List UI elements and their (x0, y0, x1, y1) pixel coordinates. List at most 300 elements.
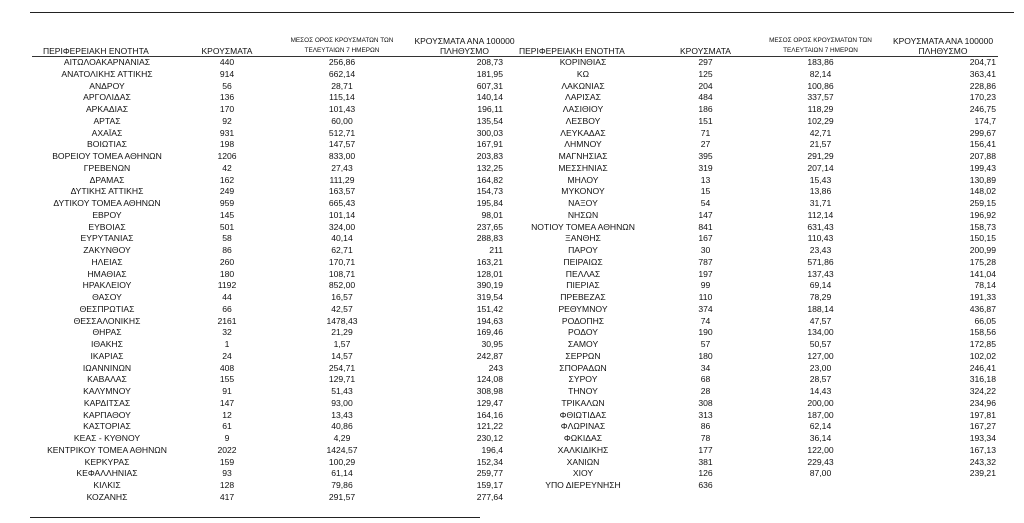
table-row (32, 492, 517, 504)
table-row (32, 163, 517, 175)
cell-avg-7-days: 291,57 (328, 491, 356, 502)
cell-cases: 151 (698, 115, 713, 126)
table-row (508, 374, 998, 386)
cell-avg-7-days: 127,00 (807, 350, 834, 361)
cell-cases: 1 (224, 339, 230, 349)
table-row (32, 304, 517, 316)
cell-area: ΛΕΥΚΑΔΑΣ (560, 127, 606, 138)
cell-cases: 34 (700, 362, 711, 373)
cell-avg-7-days: 42,57 (331, 303, 353, 314)
cell-avg-7-days: 101,14 (328, 209, 356, 220)
cell-per-100k: 193,34 (969, 433, 996, 443)
table-row (508, 128, 998, 140)
cell-per-100k: 237,65 (476, 221, 503, 232)
cell-per-100k: 30,95 (481, 339, 503, 349)
cell-avg-7-days: 40,14 (331, 233, 353, 244)
cell-cases: 1206 (217, 151, 237, 161)
header-cases: ΚΡΟΥΣΜΑΤΑ (201, 46, 253, 56)
cell-avg-7-days: 631,43 (807, 221, 834, 232)
cell-avg-7-days: 50,57 (809, 339, 832, 349)
cell-cases: 931 (219, 127, 235, 138)
cell-per-100k (888, 480, 998, 492)
cell-per-100k: 204,71 (888, 57, 998, 69)
cell-cases: 44 (222, 292, 232, 302)
table-row (32, 210, 517, 222)
cell-area: ΚΑΡΠΑΘΟΥ (83, 409, 131, 420)
table-row (508, 116, 998, 128)
cell-cases: 249 (219, 186, 235, 197)
cell-avg-7-days: 324,00 (328, 221, 356, 232)
cell-avg-7-days: 187,00 (807, 409, 834, 420)
cell-cases: 381 (698, 456, 713, 467)
cell-avg-7-days: 129,71 (328, 374, 356, 385)
cell-cases: 30 (700, 245, 711, 255)
cell-per-100k: 259,77 (476, 468, 503, 479)
cell-area: ΤΡΙΚΑΛΩΝ (561, 397, 605, 408)
cell-cases: 204 (698, 80, 713, 91)
table-row (32, 363, 517, 375)
cell-avg-7-days: 60,00 (331, 115, 353, 126)
cell-cases: 395 (698, 151, 713, 161)
cell-area: ΚΑΛΥΜΝΟΥ (83, 386, 131, 396)
cell-area: ΚΩ (576, 68, 590, 79)
cell-per-100k: 191,33 (969, 292, 996, 302)
cell-area: ΡΟΔΟΠΗΣ (561, 315, 605, 326)
cell-cases: 2161 (217, 315, 237, 326)
cell-avg-7-days: 118,29 (807, 104, 834, 114)
cell-per-100k: 128,01 (476, 268, 503, 279)
cell-avg-7-days: 662,14 (328, 68, 356, 79)
cell-avg-7-days: 1478,43 (326, 315, 358, 326)
cell-area: ΛΗΜΝΟΥ (564, 139, 602, 150)
cell-area: ΠΕΛΛΑΣ (565, 268, 601, 279)
table-row (32, 480, 517, 492)
cell-per-100k: 151,42 (476, 303, 503, 314)
cell-per-100k: 196,92 (969, 209, 996, 220)
cell-per-100k: 174,7 (974, 115, 996, 126)
cell-per-100k: 130,89 (969, 174, 996, 185)
cell-area: ΙΘΑΚΗΣ (91, 339, 123, 349)
table-row (508, 81, 998, 93)
cell-avg-7-days: 110,43 (807, 233, 834, 244)
table-row (32, 92, 517, 104)
cell-cases: 440 (182, 57, 272, 69)
cell-cases: 841 (698, 221, 713, 232)
cell-per-100k: 78,14 (974, 280, 996, 291)
bottom-rule (30, 517, 480, 518)
cell-area: ΑΡΚΑΔΙΑΣ (85, 104, 129, 114)
table-row (32, 81, 517, 93)
cell-area: ΤΗΝΟΥ (568, 386, 598, 396)
cell-area: ΧΙΟΥ (572, 468, 594, 479)
top-rule (30, 12, 1014, 13)
cell-avg-7-days: 229,43 (807, 456, 834, 467)
table-row (32, 374, 517, 386)
table-row (508, 104, 998, 116)
table-row (508, 186, 998, 198)
cell-avg-7-days: 13,86 (809, 186, 832, 197)
cell-per-100k: 167,91 (476, 139, 503, 150)
table-row (508, 175, 998, 187)
cell-per-100k: 164,16 (476, 409, 503, 420)
cell-avg-7-days: 337,57 (807, 92, 834, 103)
cell-avg-7-days: 62,14 (809, 421, 832, 432)
cell-cases: 32 (222, 327, 232, 338)
table-row (508, 410, 998, 422)
cell-area: ΔΡΑΜΑΣ (89, 174, 125, 185)
cell-area: ΙΚΑΡΙΑΣ (90, 350, 124, 361)
cell-per-100k: 195,84 (476, 198, 503, 208)
cell-avg-7-days: 51,43 (331, 386, 353, 396)
cell-area: ΑΧΑΪΑΣ (91, 127, 123, 138)
cell-cases: 501 (219, 221, 235, 232)
cell-per-100k: 159,17 (476, 480, 503, 490)
cell-avg-7-days: 512,71 (328, 127, 356, 138)
header-per-100k: ΚΡΟΥΣΜΑΤΑ ΑΝΑ 100000 ΠΛΗΘΥΣΜΟ (892, 36, 994, 56)
cell-cases: 147 (219, 397, 235, 408)
cell-area: ΓΡΕΒΕΝΩΝ (83, 162, 131, 173)
cell-avg-7-days: 122,00 (807, 444, 834, 455)
table-row (508, 316, 998, 328)
cell-area: ΑΝΔΡΟΥ (89, 80, 125, 91)
cell-avg-7-days: 188,14 (807, 303, 834, 314)
cell-avg-7-days: 79,86 (331, 480, 353, 490)
table-row (32, 116, 517, 128)
cell-avg-7-days: 115,14 (329, 92, 355, 103)
cell-per-100k: 242,87 (476, 350, 503, 361)
table-row (32, 433, 517, 445)
table-row (508, 210, 998, 222)
cell-per-100k: 167,27 (969, 421, 996, 432)
cell-area: ΦΘΙΩΤΙΔΑΣ (559, 409, 607, 420)
cell-area: ΠΡΕΒΕΖΑΣ (560, 292, 606, 302)
cell-area: ΘΑΣΟΥ (92, 292, 122, 302)
table-row (508, 480, 998, 492)
cell-per-100k: 277,64 (476, 491, 503, 502)
cell-avg-7-days: 21,57 (809, 139, 832, 150)
cell-cases: 155 (219, 374, 235, 385)
table-row (508, 351, 998, 363)
cell-cases: 167 (698, 233, 713, 244)
cell-avg-7-days: 291,29 (807, 151, 834, 161)
table-row (32, 468, 517, 480)
cell-per-100k: 246,41 (969, 362, 996, 373)
header-avg-7-days: ΜΕΣΟΣ ΟΡΟΣ ΚΡΟΥΣΜΑΤΩΝ ΤΩΝ ΤΕΛΕΥΤΑΙΩΝ 7 ΗΜΕΡΩΝ (290, 37, 394, 54)
cell-avg-7-days: 78,29 (809, 292, 832, 302)
cell-cases: 110 (698, 292, 713, 302)
table-row (32, 445, 517, 457)
cell-avg-7-days: 28,57 (809, 374, 832, 385)
cell-area: ΡΕΘΥΜΝΟΥ (558, 303, 608, 314)
cell-area: ΣΥΡΟΥ (568, 374, 598, 385)
cell-per-100k: 150,15 (969, 233, 996, 244)
table-row (32, 292, 517, 304)
cell-per-100k: 152,34 (476, 456, 503, 467)
cell-avg-7-days: 27,43 (331, 162, 353, 173)
cell-per-100k: 363,41 (969, 68, 996, 79)
header-per-100k: ΚΡΟΥΣΜΑΤΑ ΑΝΑ 100000 ΠΛΗΘΥΣΜΟ (414, 36, 515, 56)
cell-area: ΑΙΤΩΛΟΑΚΑΡΝΑΝΙΑΣ (32, 57, 182, 69)
cell-area: ΚΙΛΚΙΣ (93, 480, 121, 490)
cell-per-100k: 308,98 (476, 386, 503, 396)
cell-avg-7-days: 1,57 (333, 339, 351, 349)
table-row (32, 269, 517, 281)
cell-cases: 136 (219, 92, 235, 103)
cell-avg-7-days: 100,86 (807, 80, 834, 91)
cell-cases: 92 (222, 115, 232, 126)
cell-cases: 319 (698, 162, 713, 173)
cell-cases: 93 (222, 468, 232, 479)
cell-per-100k: 203,83 (476, 151, 503, 161)
cell-area: ΑΡΤΑΣ (93, 115, 121, 126)
table-row (32, 222, 517, 234)
cell-cases: 61 (222, 421, 232, 432)
cell-avg-7-days: 62,71 (331, 245, 353, 255)
cell-cases: 180 (698, 350, 713, 361)
cell-per-100k: 196,4 (481, 444, 503, 455)
cell-per-100k: 158,56 (969, 327, 996, 338)
cell-avg-7-days: 61,14 (331, 468, 353, 479)
cell-area: ΣΕΡΡΩΝ (565, 350, 601, 361)
table-row (508, 363, 998, 375)
header-area: ΠΕΡΙΦΕΡΕΙΑΚΗ ΕΝΟΤΗΤΑ (43, 46, 149, 56)
cell-cases: 260 (219, 256, 235, 267)
cell-avg-7-days: 833,00 (328, 151, 356, 161)
cell-cases: 417 (219, 491, 235, 502)
cell-avg-7-days: 87,00 (809, 468, 832, 479)
cell-area: ΑΝΑΤΟΛΙΚΗΣ ΑΤΤΙΚΗΣ (61, 68, 153, 79)
cell-avg-7-days: 147,57 (328, 139, 356, 150)
cell-cases: 12 (222, 409, 232, 420)
cell-area: ΚΑΒΑΛΑΣ (87, 374, 127, 385)
cell-area: ΛΑΣΙΘΙΟΥ (562, 104, 604, 114)
cell-area: ΛΑΡΙΣΑΣ (565, 92, 601, 103)
cell-cases: 308 (698, 397, 713, 408)
header-cases: ΚΡΟΥΣΜΑΤΑ (680, 46, 731, 56)
cell-area: ΘΕΣΠΡΩΤΙΑΣ (79, 303, 135, 314)
cell-cases: 91 (222, 386, 232, 396)
cell-area: ΘΕΣΣΑΛΟΝΙΚΗΣ (73, 315, 141, 326)
cell-avg-7-days: 23,00 (809, 362, 832, 373)
cell-area: ΜΑΓΝΗΣΙΑΣ (558, 151, 608, 161)
cell-cases: 86 (222, 245, 232, 255)
cell-per-100k: 234,96 (969, 397, 996, 408)
cell-avg-7-days: 47,57 (809, 315, 832, 326)
cell-cases: 54 (700, 198, 711, 208)
cell-avg-7-days: 111,29 (329, 174, 355, 185)
table-row (508, 233, 998, 245)
cell-cases: 145 (219, 209, 235, 220)
cell-area: ΔΥΤΙΚΟΥ ΤΟΜΕΑ ΑΘΗΝΩΝ (53, 198, 161, 208)
cell-avg-7-days: 256,86 (272, 57, 412, 69)
cell-per-100k: 169,46 (476, 327, 503, 338)
cell-per-100k: 132,25 (476, 162, 503, 173)
cell-cases: 180 (219, 268, 235, 279)
cell-avg-7-days: 207,14 (807, 162, 834, 173)
cell-area: ΛΑΚΩΝΙΑΣ (561, 80, 605, 91)
table-row (32, 175, 517, 187)
cell-per-100k: 156,41 (969, 139, 996, 150)
cell-cases: 74 (700, 315, 711, 326)
cell-avg-7-days: 134,00 (807, 327, 834, 338)
cell-avg-7-days: 665,43 (328, 198, 356, 208)
table-row (32, 280, 517, 292)
cell-cases: 128 (219, 480, 235, 490)
cell-area: ΔΥΤΙΚΗΣ ΑΤΤΙΚΗΣ (70, 186, 144, 197)
cell-avg-7-days: 82,14 (809, 68, 832, 79)
cell-area: ΣΑΜΟΥ (567, 339, 599, 349)
cell-per-100k: 194,63 (476, 315, 503, 326)
cell-per-100k: 316,18 (969, 374, 996, 385)
cell-per-100k: 158,73 (969, 221, 996, 232)
cell-cases: 15 (700, 186, 711, 197)
table-row (508, 339, 998, 351)
cell-cases: 198 (219, 139, 235, 150)
table-row (508, 327, 998, 339)
cell-area: ΖΑΚΥΝΘΟΥ (83, 245, 131, 255)
cell-area: ΒΟΡΕΙΟΥ ΤΟΜΕΑ ΑΘΗΝΩΝ (52, 151, 162, 161)
table-row (508, 163, 998, 175)
table-row (508, 386, 998, 398)
cell-cases: 56 (222, 80, 232, 91)
cell-area: ΞΑΝΘΗΣ (565, 233, 601, 244)
table-row (508, 151, 998, 163)
table-row (32, 104, 517, 116)
table-row (32, 457, 517, 469)
table-row (508, 280, 998, 292)
cell-area: ΣΠΟΡΑΔΩΝ (559, 362, 607, 373)
table-row (508, 57, 998, 69)
cell-avg-7-days: 163,57 (328, 186, 356, 197)
cell-per-100k: 436,87 (969, 303, 996, 314)
cell-avg-7-days: 1424,57 (326, 444, 358, 455)
cell-avg-7-days (753, 480, 888, 492)
cell-area: ΧΑΛΚΙΔΙΚΗΣ (557, 444, 609, 455)
table-row (32, 186, 517, 198)
cell-per-100k: 124,08 (476, 374, 503, 385)
cell-per-100k: 172,85 (969, 339, 996, 349)
table-row (508, 245, 998, 257)
cell-cases: 313 (698, 409, 713, 420)
cell-cases: 42 (222, 162, 232, 173)
cell-per-100k: 167,13 (969, 444, 996, 455)
cell-per-100k: 243,32 (969, 456, 996, 467)
cell-avg-7-days: 36,14 (809, 433, 832, 443)
cell-cases: 297 (658, 57, 753, 69)
cell-per-100k: 228,86 (969, 80, 996, 91)
cell-avg-7-days: 112,14 (807, 209, 834, 220)
cell-cases: 78 (700, 433, 711, 443)
cell-avg-7-days: 183,86 (753, 57, 888, 69)
cell-cases: 787 (698, 256, 713, 267)
header-row (32, 31, 517, 57)
cell-avg-7-days: 100,29 (328, 456, 356, 467)
cell-per-100k: 121,22 (476, 421, 503, 432)
cell-area: ΦΛΩΡΙΝΑΣ (560, 421, 606, 432)
table-row (508, 92, 998, 104)
cell-cases: 147 (698, 209, 713, 220)
cell-cases: 162 (219, 174, 235, 185)
table-row (508, 269, 998, 281)
cell-cases: 159 (219, 456, 235, 467)
cell-cases: 58 (222, 233, 232, 244)
cell-avg-7-days: 16,57 (331, 292, 353, 302)
cell-area: ΚΑΣΤΟΡΙΑΣ (83, 421, 131, 432)
cell-avg-7-days: 200,00 (807, 397, 834, 408)
cell-cases: 125 (698, 68, 713, 79)
cell-cases: 2022 (217, 444, 237, 455)
cell-cases: 374 (698, 303, 713, 314)
cell-area: ΙΩΑΝΝΙΝΩΝ (82, 362, 132, 373)
cell-cases: 177 (698, 444, 713, 455)
table-row (508, 69, 998, 81)
table-row (508, 304, 998, 316)
cell-cases: 57 (700, 339, 711, 349)
cell-per-100k: 164,82 (476, 174, 503, 185)
cell-per-100k: 246,75 (969, 104, 996, 114)
cell-avg-7-days: 254,71 (328, 362, 356, 373)
cell-cases: 68 (700, 374, 711, 385)
cases-table-right (508, 31, 998, 492)
cell-avg-7-days: 101,43 (328, 104, 356, 114)
table-row (508, 198, 998, 210)
cell-area: ΗΡΑΚΛΕΙΟΥ (82, 280, 132, 291)
cell-area: ΠΑΡΟΥ (568, 245, 598, 255)
table-row (32, 316, 517, 328)
cell-per-100k: 154,73 (476, 186, 503, 197)
cell-avg-7-days: 28,71 (331, 80, 353, 91)
cell-per-100k: 230,12 (476, 433, 503, 443)
table-row (508, 398, 998, 410)
table-row (32, 339, 517, 351)
cell-per-100k: 175,28 (969, 256, 996, 267)
cell-per-100k: 197,81 (969, 409, 996, 420)
cell-per-100k: 135,54 (476, 115, 503, 126)
cell-cases: 66 (222, 303, 232, 314)
cell-per-100k: 299,67 (969, 127, 996, 138)
cell-area: ΗΜΑΘΙΑΣ (87, 268, 127, 279)
table-row (508, 257, 998, 269)
cell-area: ΥΠΟ ΔΙΕΡΕΥΝΗΣΗ (545, 480, 621, 490)
cell-cases: 1192 (217, 280, 237, 291)
header-row (508, 31, 998, 57)
cell-cases: 99 (700, 280, 711, 291)
cell-avg-7-days: 852,00 (328, 280, 356, 291)
cell-cases: 190 (698, 327, 713, 338)
cell-avg-7-days: 4,29 (333, 433, 351, 443)
cell-area: ΗΛΕΙΑΣ (91, 256, 123, 267)
cell-per-100k: 259,15 (969, 198, 996, 208)
table-row (508, 445, 998, 457)
cell-per-100k: 199,43 (969, 162, 996, 173)
cell-cases: 9 (224, 433, 230, 443)
cell-cases: 71 (700, 127, 711, 138)
table-row (508, 421, 998, 433)
cell-per-100k: 170,23 (969, 92, 996, 103)
cell-area: ΜΗΛΟΥ (567, 174, 599, 185)
cell-avg-7-days: 14,57 (331, 350, 353, 361)
table-row (32, 257, 517, 269)
cell-area: ΘΗΡΑΣ (92, 327, 122, 338)
table-row (32, 386, 517, 398)
cell-cases: 636 (698, 480, 713, 490)
cell-avg-7-days: 69,14 (809, 280, 832, 291)
cell-area: ΝΟΤΙΟΥ ΤΟΜΕΑ ΑΘΗΝΩΝ (531, 221, 635, 232)
cell-area: ΚΕΦΑΛΛΗΝΙΑΣ (76, 468, 138, 479)
cell-cases: 959 (219, 198, 235, 208)
cell-per-100k: 140,14 (476, 92, 503, 103)
cell-area: ΦΩΚΙΔΑΣ (563, 433, 603, 443)
